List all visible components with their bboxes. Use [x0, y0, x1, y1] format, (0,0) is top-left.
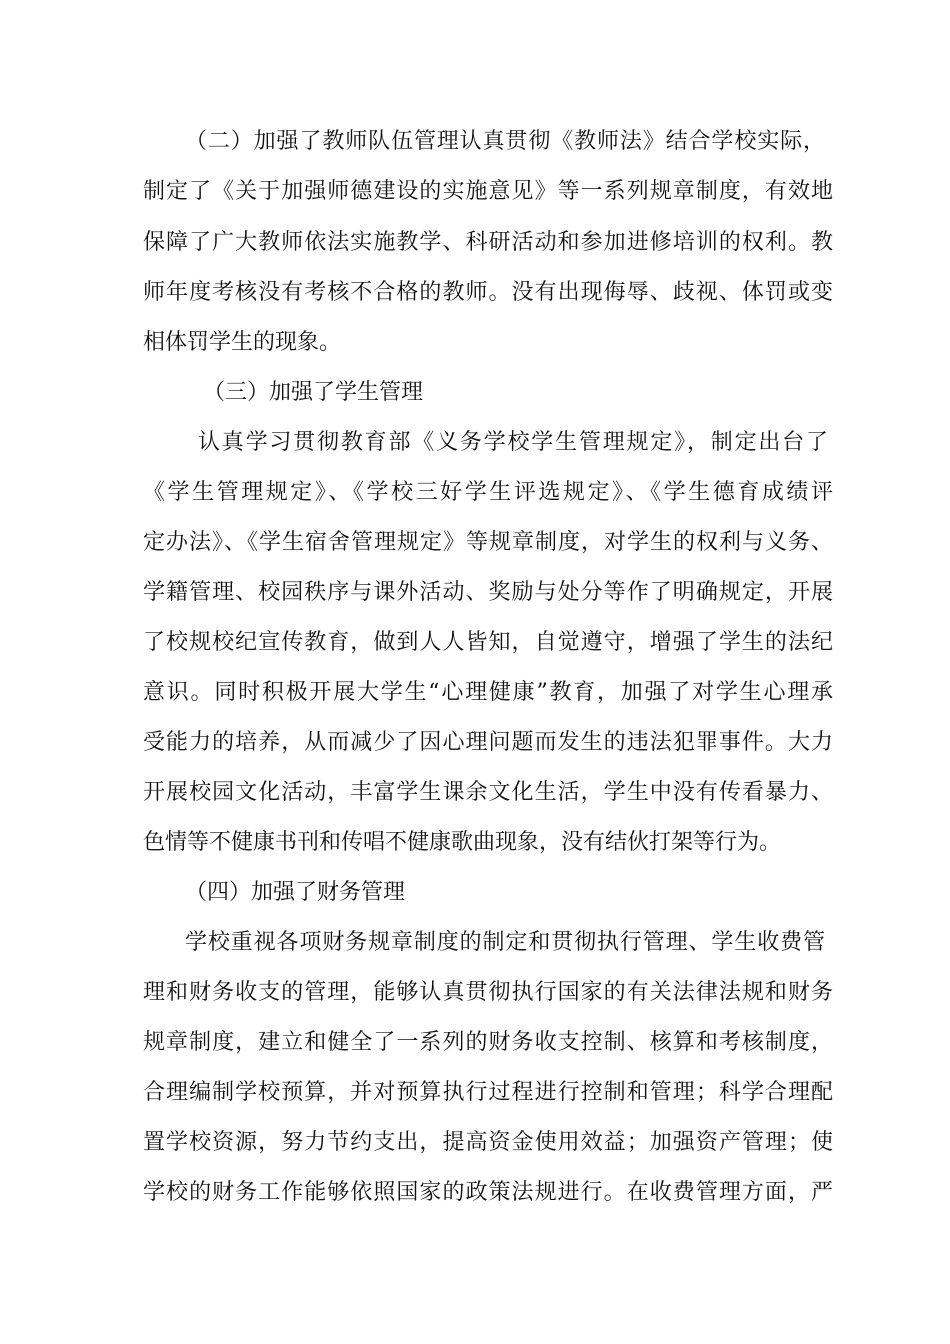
section2-line-2: 制定了《关于加强师德建设的实施意见》等一系列规章制度，有效地	[143, 179, 833, 204]
section2-line-1: （二）加强了教师队伍管理认真贯彻《教师法》结合学校实际，	[185, 129, 825, 154]
section4-line-4: 合理编制学校预算，并对预算执行过程进行控制和管理；科学合理配	[143, 1080, 833, 1105]
section3-line-7: 受能力的培养，从而减少了因心理问题而发生的违法犯罪事件。大力	[143, 730, 833, 755]
section3-heading: （三）加强了学生管理	[203, 380, 424, 405]
section4-line-2: 理和财务收支的管理，能够认真贯彻执行国家的有关法律法规和财务	[143, 980, 833, 1005]
section2-line-3: 保障了广大教师依法实施教学、科研活动和参加进修培训的权利。教	[143, 230, 833, 255]
section3-line-9: 色情等不健康书刊和传唱不健康歌曲现象，没有结伙打架等行为。	[143, 830, 782, 855]
section2-line-5: 相体罚学生的现象。	[143, 330, 342, 355]
section3-line-4: 学籍管理、校园秩序与课外活动、奖励与处分等作了明确规定，开展	[143, 580, 833, 605]
section4-line-1: 学校重视各项财务规章制度的制定和贯彻执行管理、学生收费管	[185, 930, 825, 955]
section3-line-3: 定办法》、《学生宿舍管理规定》等规章制度，对学生的权利与义务、	[143, 530, 833, 555]
section4-line-3: 规章制度，建立和健全了一系列的财务收支控制、核算和考核制度，	[143, 1030, 833, 1055]
section4-heading: （四）加强了财务管理	[185, 880, 406, 905]
section3-line-5: 了校规校纪宣传教育，做到人人皆知，自觉遵守，增强了学生的法纪	[143, 630, 833, 655]
section3-line-8: 开展校园文化活动，丰富学生课余文化生活，学生中没有传看暴力、	[143, 780, 833, 805]
section3-line-2: 《学生管理规定》、《学校三好学生评选规定》、《学生德育成绩评	[143, 480, 833, 505]
section4-line-5: 置学校资源，努力节约支出，提高资金使用效益；加强资产管理；使	[143, 1130, 833, 1155]
section3-line-6: 意识。同时积极开展大学生“心理健康”教育，加强了对学生心理承	[143, 680, 833, 705]
section3-line-1: 认真学习贯彻教育部《义务学校学生管理规定》，制定出台了	[198, 430, 828, 455]
section2-line-4: 师年度考核没有考核不合格的教师。没有出现侮辱、歧视、体罚或变	[143, 280, 833, 305]
section4-line-6: 学校的财务工作能够依照国家的政策法规进行。在收费管理方面，严	[143, 1180, 833, 1205]
